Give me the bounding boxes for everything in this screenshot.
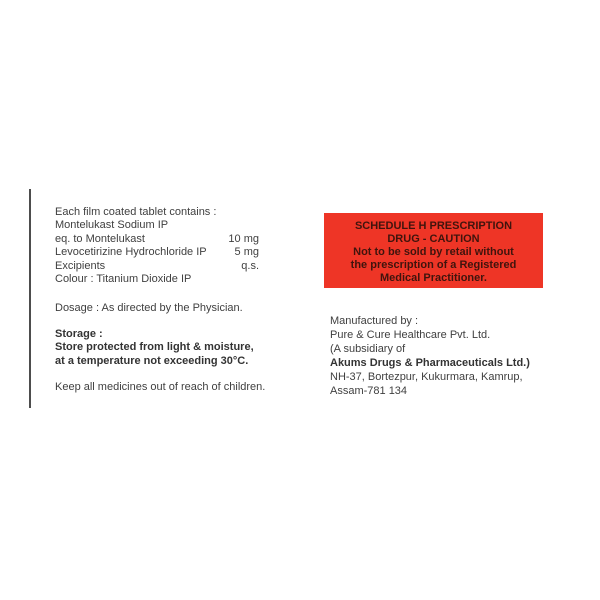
composition-row <box>55 219 259 232</box>
manufacturer-section <box>330 314 530 398</box>
ingredient-label: eq. to Montelukast <box>55 232 145 245</box>
subsidiary-text: (A subsidiary of <box>330 343 406 355</box>
spacer <box>55 368 259 381</box>
composition-row <box>55 246 259 259</box>
storage-line: Store protected from light & moisture, <box>55 341 254 354</box>
ingredient-value: 10 mg <box>228 232 259 245</box>
ingredient-value: 5 mg <box>234 246 259 259</box>
warning-line: Not to be sold by retail without <box>353 245 514 258</box>
schedule-h-warning-box <box>324 213 543 288</box>
storage-line: at a temperature not exceeding 30°C. <box>55 354 249 367</box>
warning-line: SCHEDULE H PRESCRIPTION <box>354 220 513 232</box>
storage-heading: Storage : <box>55 327 103 340</box>
composition-heading: Each film coated tablet contains : <box>55 206 217 218</box>
composition-section <box>55 206 266 394</box>
ingredient-value: q.s. <box>241 259 259 272</box>
panel-fold-line <box>29 189 31 408</box>
warning-line: DRUG - CAUTION <box>387 232 480 245</box>
manufacturer-address: Assam-781 134 <box>330 385 408 397</box>
ingredient-label: Levocetirizine Hydrochloride IP <box>55 246 207 259</box>
spacer <box>55 316 259 328</box>
spacer <box>55 286 259 302</box>
manufactured-by-heading: Manufactured by : <box>330 315 419 327</box>
dosage-text: Dosage : As directed by the Physician. <box>55 302 243 315</box>
manufacturer-address: NH-37, Bortezpur, Kukurmara, Kamrup, <box>330 371 523 383</box>
composition-row <box>55 273 259 286</box>
warning-line: Medical Practitioner. <box>380 271 487 284</box>
keep-away-text: Keep all medicines out of reach of children. <box>55 381 266 394</box>
composition-row <box>55 233 259 246</box>
warning-line: the prescription of a Registered <box>350 258 517 271</box>
ingredient-label: Montelukast Sodium IP <box>55 219 169 232</box>
ingredient-label: Excipients <box>55 259 106 272</box>
manufacturer-name: Pure & Cure Healthcare Pvt. Ltd. <box>330 329 491 341</box>
ingredient-label: Colour : Titanium Dioxide IP <box>55 273 192 286</box>
composition-row <box>55 260 259 273</box>
parent-company-name: Akums Drugs & Pharmaceuticals Ltd.) <box>330 357 530 369</box>
